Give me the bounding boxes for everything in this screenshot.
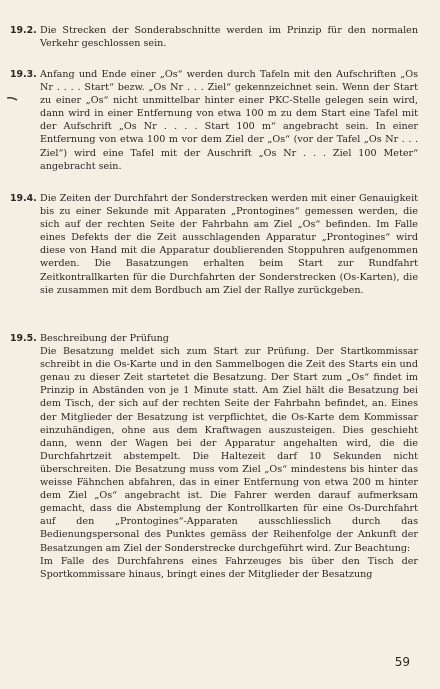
margin-pencil-mark [6, 96, 18, 102]
paragraph: Die Zeiten der Durchfahrt der Sonderstrecken werden mit einer Genauigkeit bis zu einer Sekunde mit Apparaten „Prontogines“ gemessen werden, die sich auf der rechten Seite der Fahrbahn am Ziel „Os“ befinden. Im Falle eines Defekts der die Zeit ausschlagenden Apparatur „Prontogines“ wird diese von Hand mit die Apparatur doublierenden Stoppuhren aufgenommen werden. Die Basatzungen erhalten beim Start zur Rundfahrt Zeitkontrallkarten für die Durchfahrten der Sonderstrecken (Os-Karten), die sie zusammen mit dem Bordbuch am Ziel der Rallye zurückgeben. [40, 193, 418, 296]
section-number: 19.5. [10, 333, 37, 344]
paragraph: Anfang und Ende einer „Os“ werden durch Tafeln mit den Aufschriften „Os Nr . . . . Start“ bezw. „Os Nr . . . Ziel“ gekennzeichnet sein. Wenn der Start zu einer „Os“ nicht unmittelbar hinter einer PKC-Stelle gelegen sein wird, dann wird in einer Entfernung von etwa 100 m zu dem Start eine Tafel mit der Aufschrift „Os Nr . . . . Start 100 m“ angebracht sein. In einer Entfernung von etwa 100 m vor dem Ziel der „Os“ (vor der Tafel „Os Nr . . . Ziel“) wird eine Tafel mit der Auschrift „Os Nr . . . Ziel 100 Meter“ angebracht sein. [40, 69, 418, 172]
section-text [40, 24, 418, 50]
page-number: 59 [394, 655, 410, 669]
paragraph: Im Falle des Durchfahrens eines Fahrzeuges bis über den Tisch der Sportkommissare hinaus, bringt eines der Mitglieder der Besatzung [40, 555, 418, 580]
paragraph: Die Strecken der Sonderabschnitte werden im Prinzip für den normalen Verkehr geschlossen sein. [40, 25, 418, 50]
section-text [40, 332, 418, 581]
section-heading: Beschreibung der Prüfung [40, 333, 169, 344]
section-text [40, 192, 418, 297]
paragraph: Die Besatzung meldet sich zum Start zur Prüfung. Der Startkommissar schreibt in die Os-Karte und in den Sammelbogen die Zeit des Starts ein und genau zu dieser Zeit startetet die Besatzung. Der Start zum „Os“ findet im Prinzip in Abständen von je 1 Minute statt. Am Ziel hält die Besatzung bei dem Tisch, der sich auf der rechten Seite der Fahrbahn befindet, an. Eines der Mitglieder der Besatzung ist verpflichtet, die Os-Karte dem Kommissar einzuhändigen, ohne aus dem Kraftwagen auszusteigen. Dies geschieht dann, wenn der Wagen bei der Apparatur angehalten wird, die die Durchfahrtzeit abstempelt. Die Haltezeit darf 10 Sekunden nicht überschreiten. Die Besatzung muss vom Ziel „Os“ mindestens bis hinter das weisse Fähnchen abfahren, das in einer Entfernung von etwa 200 m hinter dem Ziel „Os“ angebracht ist. Die Fahrer werden darauf aufmerksam gemacht, dass die Abstemplung der Kontrollkarten für eine Os-Durchfahrt auf den „Prontogines“-Apparaten ausschliesslich durch das Bedienungspersonal des Punktes gemäss der Reihenfolge der Ankunft der Besatzungen am Ziel der Sonderstrecke durchgeführt wird. Zur Beachtung: [40, 346, 418, 554]
section-number: 19.3. [10, 69, 37, 80]
section-number: 19.2. [10, 25, 37, 36]
section-text [40, 68, 418, 173]
section-number: 19.4. [10, 193, 37, 204]
